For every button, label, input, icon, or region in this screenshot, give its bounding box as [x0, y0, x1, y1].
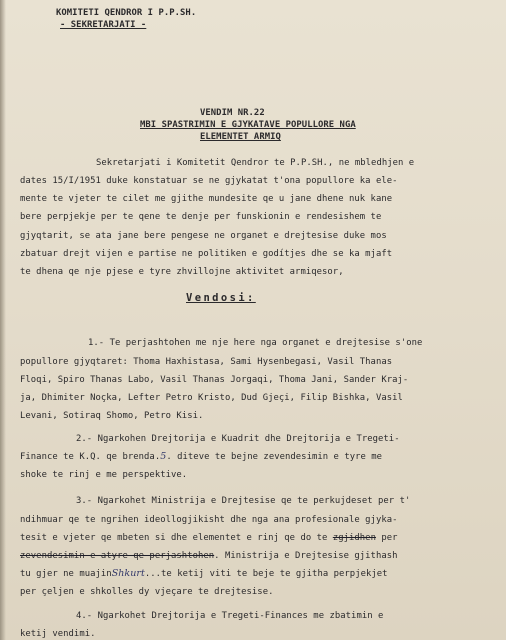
handwritten-month: Shkurt: [111, 568, 145, 579]
struck-text: zevendesimin e atyre qe perjashtohen: [20, 551, 215, 561]
intro-line: gjyqtarit, se ata jane bere pengese ne organet e drejtesise duke mos: [20, 231, 387, 241]
header-secretariat: - SEKRETARJATI -: [60, 20, 147, 30]
decision-title: MBI SPASTRIMIN E GJYKATAVE POPULLORE NGA: [140, 120, 356, 130]
item-2-line: 2.- Ngarkohen Drejtorija e Kuadrit dhe Drejtorija e Tregeti-: [76, 434, 400, 444]
item-4-line: ketij vendimi.: [20, 629, 96, 639]
item-3-line: [20, 533, 398, 543]
intro-line: dates 15/I/1951 duke konstatuar se ne gjykatat t'ona popullore ka ele-: [20, 176, 398, 186]
item-1-line: ja, Dhimiter Noçka, Lefter Petro Kristo, Dud Gjeçi, Filip Bishka, Vasil: [20, 393, 403, 403]
header-committee: KOMITETI QENDROR I P.P.SH.: [56, 8, 197, 18]
item-1-line: popullore gjyqtaret: Thoma Haxhistasa, Sami Hysenbegasi, Vasil Thanas: [20, 357, 393, 367]
section-heading-vendosi: Vendosi:: [186, 292, 256, 304]
handwritten-days: 5: [160, 451, 167, 462]
item-1-line: Levani, Sotiraq Shomo, Petro Kisi.: [20, 411, 204, 421]
item-3-text: per: [375, 533, 398, 543]
item-3-line: [20, 551, 398, 561]
item-1-line: 1.- Te perjashtohen me nje here nga organet e drejtesise s'one: [88, 338, 423, 348]
intro-line: te dhena qe nje pjese e tyre zhvillojne aktivitet armiqesor,: [20, 267, 344, 277]
intro-line: Sekretarjati i Komitetit Qendror te P.P.SH., ne mbledhjen e: [96, 158, 415, 168]
item-2-text: Finance te K.Q. qe brenda.: [20, 452, 161, 462]
intro-line: mente te vjeter te cilet me gjithe mundesite qe u jane dhene nuk kane: [20, 194, 393, 204]
item-2-line: shoke te rinj e me perspektive.: [20, 470, 188, 480]
item-2-text: . diteve te bejne zevendesimin e tyre me: [166, 452, 383, 462]
intro-line: zbatuar drejt vijen e partise ne politiken e godítjes dhe se ka mjaft: [20, 249, 393, 259]
item-3-line: per çeljen e shkolles dy vjeçare te drejtesise.: [20, 587, 274, 597]
page-edge-shadow: [0, 0, 6, 640]
intro-line: bere perpjekje per te qene te denje per funskionin e rendesishem te: [20, 212, 382, 222]
item-3-text: . Ministrija e Drejtesise gjithash: [214, 551, 398, 561]
item-3-line: 3.- Ngarkohet Ministrija e Drejtesise qe te perkujdeset per t': [76, 496, 411, 506]
item-1-line: Floqi, Spiro Thanas Labo, Vasil Thanas Jorgaqi, Thoma Jani, Sander Kraj-: [20, 375, 409, 385]
item-3-text: ...te ketij viti te beje te gjitha perpjekjet: [144, 569, 388, 579]
item-3-line: ndihmuar qe te ngrihen ideollogjikisht dhe nga ana profesionale gjyka-: [20, 515, 398, 525]
decision-number: VENDIM NR.22: [200, 108, 265, 118]
decision-title-cont: ELEMENTET ARMIQ: [200, 132, 281, 142]
struck-text: zgjidhen: [332, 533, 376, 543]
item-3-text: tu gjer ne muajin: [20, 569, 112, 579]
item-3-text: tesit e vjeter qe mbeten si dhe elementet e rinj qe do te: [20, 533, 333, 543]
item-3-line: [20, 569, 388, 579]
item-4-line: 4.- Ngarkohet Drejtorija e Tregeti-Finances me zbatimin e: [76, 611, 384, 621]
item-2-line: [20, 452, 382, 462]
